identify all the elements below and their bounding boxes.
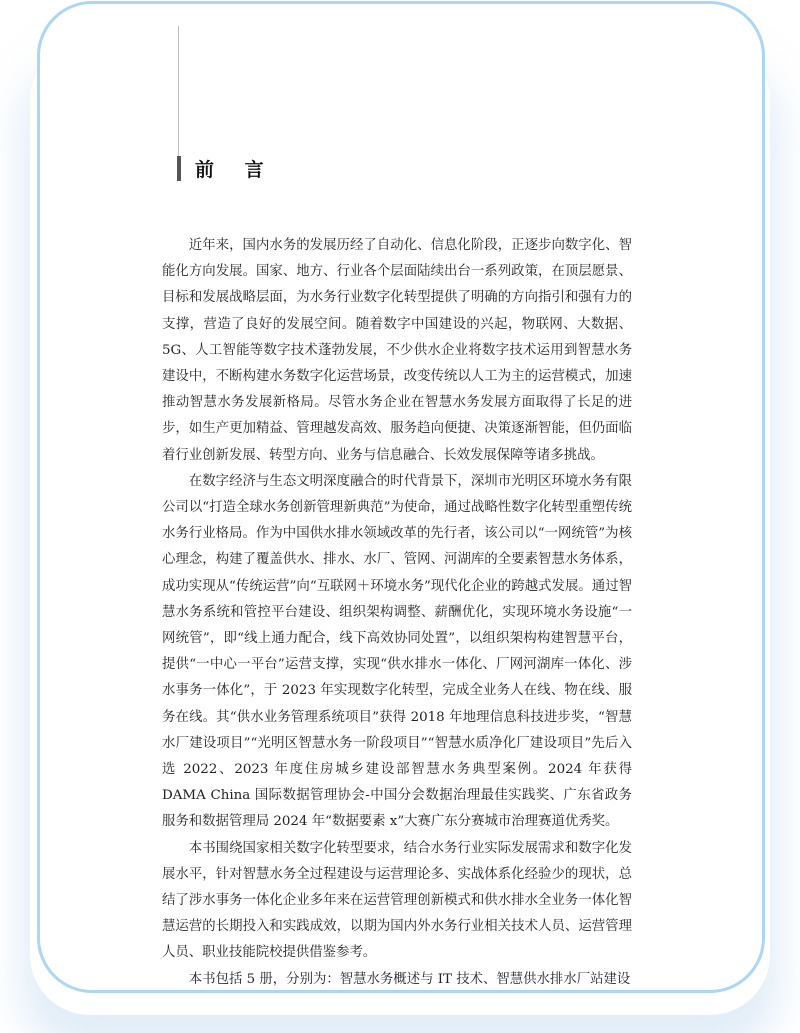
page-title: 前 言: [195, 159, 276, 181]
paragraph-1: 近年来，国内水务的发展历经了自动化、信息化阶段，正逐步向数字化、智能化方向发展。国家、地方、行业各个层面陆续出台一系列政策，在顶层愿景、目标和发展战略层面，为水务行业数字化转型提供了明确的方向指引和强有力的支撑，营造了良好的发展空间。随着数字中国建设的兴起，物联网、大数据、5G、人工智能等数字技术蓬勃发展，不少供水企业将数字技术运用到智慧水务建设中，不断构建水务数字化运营场景，改变传统以人工为主的运营模式，加速推动智慧水务发展新格局。尽管水务企业在智慧水务发展方面取得了长足的进步，如生产更加精益、管理越发高效、服务趋向便捷、决策逐渐智能，但仍面临着行业创新发展、转型方向、业务与信息融合、长效发展保障等诸多挑战。: [162, 238, 632, 463]
paragraph-4: 本书包括 5 册，分别为：智慧水务概述与 IT 技术、智慧供水排水厂站建设: [188, 971, 631, 987]
paragraph-3: 本书围绕国家相关数字化转型要求，结合水务行业实际发展需求和数字化发展水平，针对智慧水务全过程建设与运营理论多、实战体系化经验少的现状，总结了涉水事务一体化企业多年来在运营管理创新模式和供水排水全业务一体化智慧运营的长期投入和实践成效，以期为国内外水务行业相关技术人员、运营管理人员、职业技能院校提供借鉴参考。: [162, 840, 632, 961]
title-marker-bar: [177, 156, 181, 181]
vertical-rule: [178, 26, 179, 158]
paragraph-2: 在数字经济与生态文明深度融合的时代背景下，深圳市光明区环境水务有限公司以“打造全球水务创新管理新典范”为使命，通过战略性数字化转型重塑传统水务行业格局。作为中国供水排水领域改革的先行者，该公司以“一网统管”为核心理念，构建了覆盖供水、排水、水厂、管网、河湖库的全要素智慧水务体系，成功实现从“传统运营”向“互联网＋环境水务”现代化企业的跨越式发展。通过智慧水务系统和管控平台建设、组织架构调整、薪酬优化，实现环境水务设施“一网统管”，即“线上通力配合，线下高效协同处置”，以组织架构构建智慧平台，提供“一中心一平台”运营支撑，实现“供水排水一体化、厂网河湖库一体化、涉水事务一体化”，于 2023 年实现数字化转型，完成全业务人在线、物在线、服务在线。其“供水业务管理系统项目”获得 2018 年地理信息科技进步奖，“智慧水厂建设项目”“光明区智慧水务一阶段项目”“智慧水质净化厂建设项目”先后入选 2022、2023 年度住房城乡建设部智慧水务典型案例。2024 年获得 DAMA China 国际数据管理协会-中国分会数据治理最佳实践奖、广东省政务服务和数据管理局 2024 年“数据要素 x”大赛广东分赛城市治理赛道优秀奖。: [162, 473, 632, 830]
preface-body: [162, 233, 632, 993]
